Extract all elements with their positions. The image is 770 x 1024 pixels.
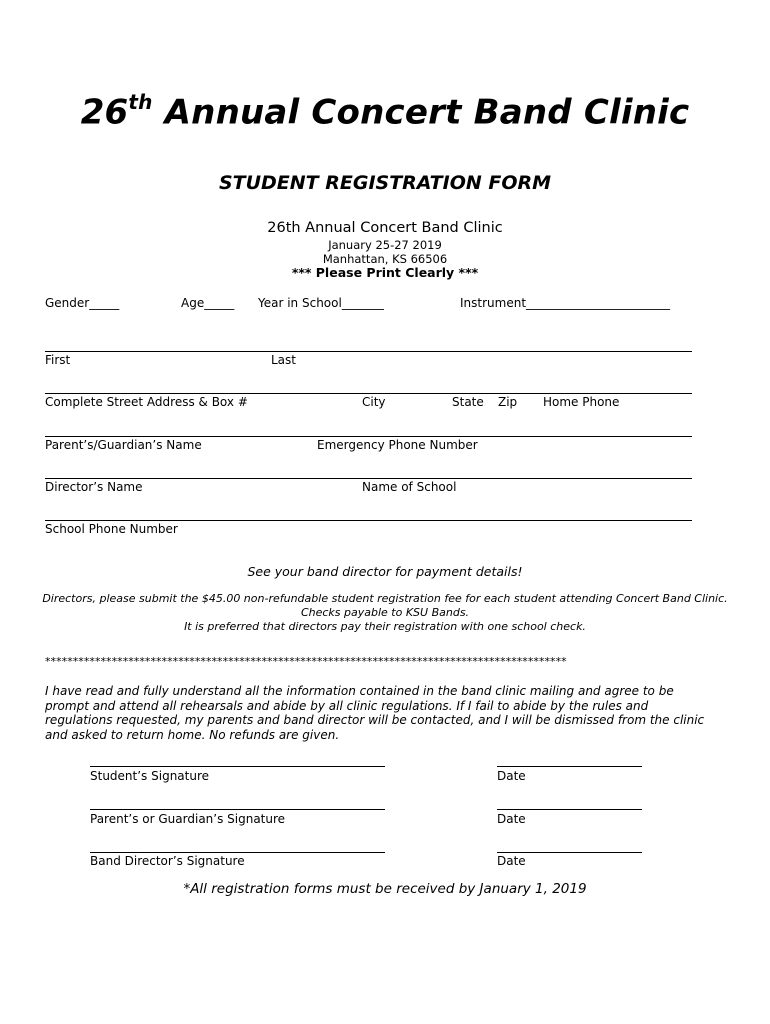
print-notice: *** Please Print Clearly *** [291,265,479,280]
director-name-label: Director’s Name [45,480,143,494]
director-signature-label: Band Director’s Signature [90,854,245,868]
director-date-label: Date [497,854,526,868]
clinic-location: Manhattan, KS 66506 [322,252,448,266]
home-phone-label: Home Phone [543,395,620,409]
deadline-notice: *All registration forms must be received by January 1, 2019 [183,881,587,897]
school-phone-label: School Phone Number [45,522,178,536]
address-label: Complete Street Address & Box # [45,395,248,409]
director-signature-line[interactable] [90,852,385,853]
clinic-name: 26th Annual Concert Band Clinic [267,220,503,236]
school-name-label: Name of School [362,480,457,494]
payment-notice: See your band director for payment details! [247,564,523,579]
emergency-phone-label: Emergency Phone Number [317,438,478,452]
student-date-label: Date [497,769,526,783]
zip-label: Zip [498,395,518,409]
guardian-signature-line[interactable] [90,809,385,810]
page-title: 26th Annual Concert Band Clinic [80,90,690,133]
form-subtitle: STUDENT REGISTRATION FORM [218,172,552,194]
guardian-date-label: Date [497,812,526,826]
student-signature-line[interactable] [90,766,385,767]
checks-payable-notice: Checks payable to KSU Bands. [300,606,470,619]
asterisk-divider: ********************************************************************************************** [45,655,567,668]
fee-notice: Directors, please submit the $45.00 non-refundable student registration fee for each student attending Concert Band Clinic. [42,592,728,605]
school-check-notice: It is preferred that directors pay their registration with one school check. [184,620,586,633]
title-ordinal-suffix: th [128,90,153,114]
year-in-school-field[interactable]: Year in School_______ [258,296,384,310]
clinic-dates: January 25-27 2019 [328,238,442,252]
gender-field[interactable]: Gender_____ [45,296,120,310]
guardian-signature-label: Parent’s or Guardian’s Signature [90,812,286,826]
guardian-line[interactable] [45,436,692,437]
student-date-line[interactable] [497,766,642,767]
instrument-field[interactable]: Instrument________________________ [460,296,671,310]
guardian-name-label: Parent’s/Guardian’s Name [45,438,202,452]
last-name-label: Last [271,353,296,367]
first-name-label: First [45,353,71,367]
name-line[interactable] [45,351,692,352]
address-line[interactable] [45,393,692,394]
city-label: City [362,395,386,409]
agreement-paragraph: I have read and fully understand all the information contained in the band clinic mailing and agree to be prompt and attend all rehearsals and abide by all clinic regulations. If I fail to abide by the rules and regulations requested, my parents and band director will be contacted, and I will be dismissed from the clinic and asked to return home. No refunds are given. [45,684,705,742]
guardian-date-line[interactable] [497,809,642,810]
state-label: State [452,395,484,409]
director-line[interactable] [45,478,692,479]
school-phone-line[interactable] [45,520,692,521]
student-signature-label: Student’s Signature [90,769,210,783]
director-date-line[interactable] [497,852,642,853]
age-field[interactable]: Age_____ [181,296,235,310]
